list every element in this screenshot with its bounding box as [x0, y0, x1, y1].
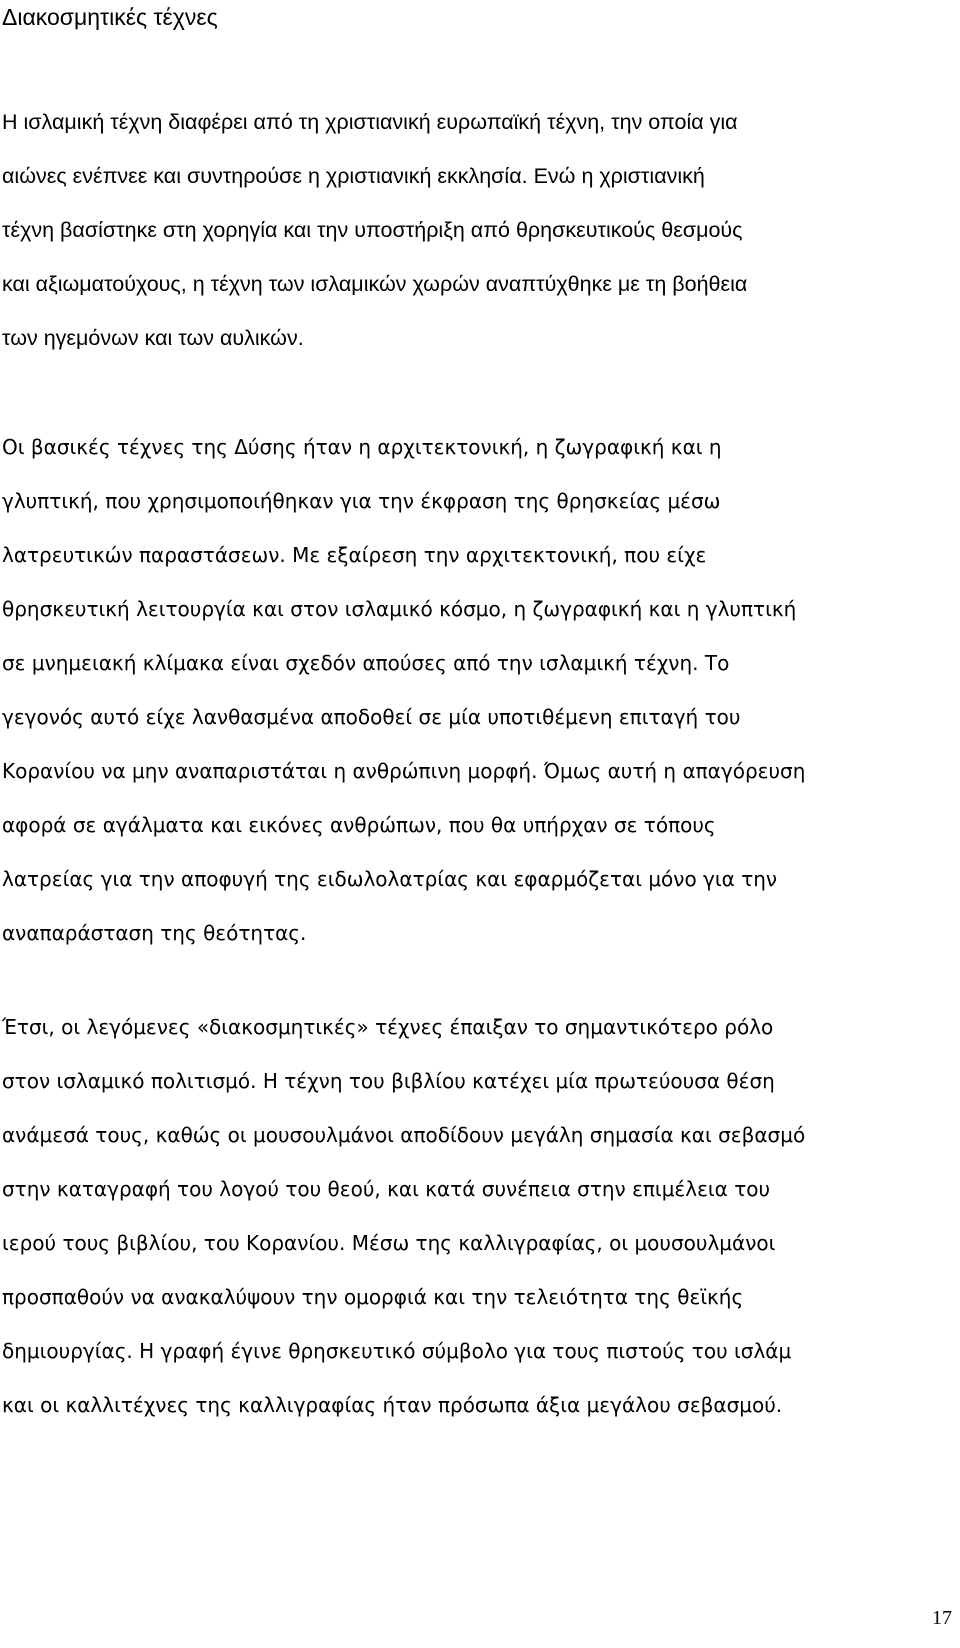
text-line: των ηγεμόνων και των αυλικών.: [2, 326, 304, 350]
text-line: γεγονός αυτό είχε λανθασμένα αποδοθεί σε μία υποτιθέμενη επιταγή του: [2, 705, 741, 729]
text-line: λατρευτικών παραστάσεων. Με εξαίρεση την αρχιτεκτονική, που είχε: [2, 543, 707, 567]
text-line: και αξιωματούχους, η τέχνη των ισλαμικών χωρών αναπτύχθηκε με τη βοήθεια: [2, 272, 748, 296]
text-line: και οι καλλιτέχνες της καλλιγραφίας ήταν πρόσωπα άξια μεγάλου σεβασμού.: [2, 1393, 783, 1417]
text-line: αφορά σε αγάλματα και εικόνες ανθρώπων, που θα υπήρχαν σε τόπους: [2, 813, 716, 837]
text-line: Η ισλαμική τέχνη διαφέρει από τη χριστιανική ευρωπαϊκή τέχνη, την οποία για: [2, 110, 738, 134]
text-line: ανάμεσά τους, καθώς οι μουσουλμάνοι αποδίδουν μεγάλη σημασία και σεβασμό: [2, 1123, 806, 1147]
paragraph-western-arts: [2, 420, 932, 960]
section-heading: Διακοσμητικές τέχνες: [2, 4, 218, 30]
text-line: Κορανίου να μην αναπαριστάται η ανθρώπινη μορφή. Όμως αυτή η απαγόρευση: [2, 759, 806, 783]
paragraph-decorative-arts: [2, 1000, 932, 1432]
text-line: προσπαθούν να ανακαλύψουν την ομορφιά και την τελειότητα της θεϊκής: [2, 1285, 744, 1309]
text-line: γλυπτική, που χρησιμοποιήθηκαν για την έκφραση της θρησκείας μέσω: [2, 489, 721, 513]
paragraph-patronage: [2, 95, 932, 365]
text-line: Έτσι, οι λεγόμενες «διακοσμητικές» τέχνες έπαιξαν το σημαντικότερο ρόλο: [2, 1015, 774, 1039]
text-line: τέχνη βασίστηκε στη χορηγία και την υποστήριξη από θρησκευτικούς θεσμούς: [2, 218, 743, 242]
text-line: δημιουργίας. Η γραφή έγινε θρησκευτικό σύμβολο για τους πιστούς του ισλάμ: [2, 1339, 792, 1363]
text-line: ιερού τους βιβλίου, του Κορανίου. Μέσω της καλλιγραφίας, οι μουσουλμάνοι: [2, 1231, 776, 1255]
page-number: 17: [932, 1607, 952, 1629]
text-line: αιώνες ενέπνεε και συντηρούσε η χριστιανική εκκλησία. Ενώ η χριστιανική: [2, 164, 705, 188]
text-line: Οι βασικές τέχνες της Δύσης ήταν η αρχιτεκτονική, η ζωγραφική και η: [2, 435, 722, 459]
text-line: θρησκευτική λειτουργία και στον ισλαμικό κόσμο, η ζωγραφική και η γλυπτική: [2, 597, 797, 621]
text-line: λατρείας για την αποφυγή της ειδωλολατρίας και εφαρμόζεται μόνο για την: [2, 867, 778, 891]
text-line: στην καταγραφή του λογού του θεού, και κατά συνέπεια στην επιμέλεια του: [2, 1177, 771, 1201]
text-line: στον ισλαμικό πολιτισμό. Η τέχνη του βιβλίου κατέχει μία πρωτεύουσα θέση: [2, 1069, 775, 1093]
text-line: σε μνημειακή κλίμακα είναι σχεδόν απούσες από την ισλαμική τέχνη. Το: [2, 651, 730, 675]
text-line: αναπαράσταση της θεότητας.: [2, 921, 307, 945]
